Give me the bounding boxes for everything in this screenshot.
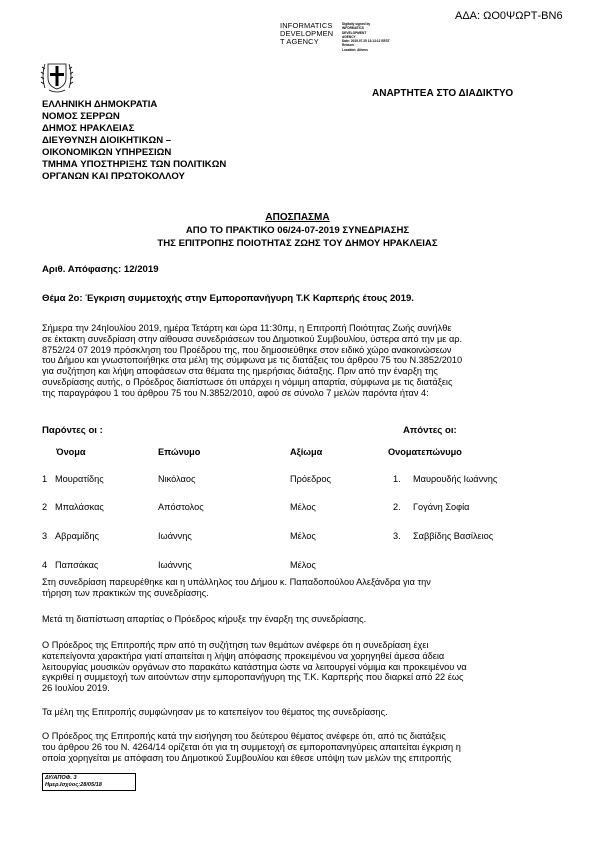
row-number: 2 xyxy=(42,502,48,512)
authority-header xyxy=(42,99,226,183)
table-row xyxy=(42,502,47,512)
table-row xyxy=(42,474,47,484)
row-number: 4 xyxy=(42,560,48,570)
document-subtitle-2: ΤΗΣ ΕΠΙΤΡΟΠΗΣ ΠΟΙΟΤΗΤΑΣ ΖΩΗΣ ΤΟΥ ΔΗΜΟΥ ΗΡΑΚΛΕΙΑΣ xyxy=(157,238,438,249)
sig-line: DEVELOPMENT xyxy=(342,30,367,35)
header-line: ΤΜΗΜΑ ΥΠΟΣΤΗΡΙΞΗΣ ΤΩΝ ΠΟΛΙΤΙΚΩΝ xyxy=(42,159,227,170)
document-subtitle-1: ΑΠΟ ΤΟ ΠΡΑΚΤΙΚΟ 06/24-07-2019 ΣΥΝΕΔΡΙΑΣΗΣ xyxy=(185,225,410,236)
row-axioma: Μέλος xyxy=(290,531,316,541)
intro-line: σε έκτακτη συνεδρίαση στην αίθουσα συνεδριάσεων του Δημοτικού Συμβουλίου, ύστερα από την με αρ. xyxy=(42,333,463,344)
sig-line: Date: 2019.07.25 13:13:12 EEST xyxy=(342,39,390,44)
para-line: οποία χορηγείται με απόφαση του Δημοτικού Συμβουλίου και έθεσε υπόψη των μελών της επιτροπής xyxy=(42,752,452,763)
absent-row-name: Μαυρουδής Ιωάννης xyxy=(413,474,498,484)
intro-line: συνεδρίασης αυτής, ο Πρόεδρος διαπίστωσε ότι υπάρχει η νόμιμη απαρτία, σύμφωνα με τις διατάξεις xyxy=(42,376,453,387)
table-row xyxy=(42,560,47,570)
col-onoma: Όνομα xyxy=(56,447,86,457)
para-line: Ο Πρόεδρος της Επιτροπής κατά την εισήγηση του δεύτερου θέματος ανέφερε ότι, από τις διατάξεις xyxy=(42,731,446,741)
row-number: 3 xyxy=(42,531,48,541)
table-row xyxy=(42,531,47,541)
absent-heading: Απόντες οι: xyxy=(403,425,457,436)
form-code-stamp xyxy=(42,773,136,791)
intro-line: 8752/24 07 2019 πρόσκληση του Προέδρου της, που δημοσιεύθηκε στον ειδικό χώρο ανακοινώσεων xyxy=(42,344,452,355)
absent-row-number: 1. xyxy=(393,474,401,484)
para-line: λειτουργίας μουσικών οργάνων στο παρακάτω κατάστημα ώστε να λειτουργεί νόμιμα και προκειμένου να xyxy=(42,661,467,672)
para-line: τήρηση των πρακτικών της συνεδρίασης. xyxy=(42,587,209,598)
present-heading: Παρόντες οι : xyxy=(42,425,103,436)
stamp-line: Ημερ.Ισχύος:28/05/18 xyxy=(45,782,102,788)
row-eponymo: Νικόλαος xyxy=(158,474,196,484)
header-line: ΟΡΓΑΝΩΝ ΚΑΙ ΠΡΩΤΟΚΟΛΛΟΥ xyxy=(42,171,185,182)
row-onoma: Μπαλάσκας xyxy=(55,502,104,512)
quorum-paragraph: Μετά τη διαπίστωση απαρτίας ο Πρόεδρος κήρυξε την έναρξη της συνεδρίασης. xyxy=(42,614,367,624)
absent-row-number: 2. xyxy=(393,502,401,512)
sig-line: AGENCY xyxy=(342,34,356,39)
sig-line: Location: Athens xyxy=(342,47,368,52)
intro-line: του Δήμου και γνωστοποιήθηκε στα μέλη της σύμφωνα με τις διατάξεις του άρθρου 75 του Ν.3852/2010 xyxy=(42,355,463,366)
col-axioma: Αξίωμα xyxy=(290,447,323,457)
para-line: εγκριθεί η συμμετοχή των αιτούντων στην εμποροπανήγυρη της Τ.Κ. Καρπερής που διαρκεί από 22 έως xyxy=(42,672,464,683)
absent-row-number: 3. xyxy=(393,531,401,541)
row-axioma: Μέλος xyxy=(290,502,316,512)
logo-line: T AGENCY xyxy=(280,37,319,47)
intro-line: Σήμερα την 24ηΙουλίου 2019, ημέρα Τετάρτη και ώρα 11:30πμ, η Επιτροπή Ποιότητας Ζωής συνήλθε xyxy=(42,323,452,333)
row-onoma: Αβραμίδης xyxy=(55,531,99,541)
intro-paragraph xyxy=(42,323,558,399)
sig-line: Digitally signed by xyxy=(342,22,371,26)
row-eponymo: Ιωάννης xyxy=(158,560,192,570)
col-onomateponymo: Ονοματεπώνυμο xyxy=(388,447,462,457)
header-line: ΔΙΕΥΘΥΝΣΗ ΔΙΟΙΚΗΤΙΚΩΝ – xyxy=(42,135,172,146)
para-line: Ο Πρόεδρος της Επιτροπής πριν από τη συζήτηση των θεμάτων ανέφερε ότι η συνεδρίαση έχει xyxy=(42,640,429,650)
header-line: ΔΗΜΟΣ ΗΡΑΚΛΕΙΑΣ xyxy=(42,123,135,134)
row-onoma: Μουρατίδης xyxy=(55,474,104,484)
rapporteur-paragraph xyxy=(42,731,558,763)
ada-code: ΑΔΑ: ΩΟ0ΨΩΡΤ-ΒΝ6 xyxy=(455,10,563,22)
subject-line: Θέμα 2ο: Έγκριση συμμετοχής στην Εμποροπανήγυρη Τ.Κ Καρπερής έτους 2019. xyxy=(42,293,414,304)
post-online-label: ΑΝΑΡΤΗΤΕΑ ΣΤΟ ΔΙΑΔΙΚΤΥΟ xyxy=(372,88,514,99)
intro-line: για συζήτηση και λήψη αποφάσεων στα θέματα της ημερήσιας διάταξης. Πριν από την έναρξη της xyxy=(42,366,438,377)
row-axioma: Μέλος xyxy=(290,560,316,570)
decision-number: Αριθ. Απόφασης: 12/2019 xyxy=(42,264,159,275)
col-eponymo: Επώνυμο xyxy=(158,447,201,457)
header-line: ΕΛΛΗΝΙΚΗ ΔΗΜΟΚΡΑΤΙΑ xyxy=(42,99,158,110)
row-onoma: Παπσάκας xyxy=(55,560,99,570)
urgent-paragraph xyxy=(42,640,558,694)
para-line: του άρθρου 26 του Ν. 4264/14 ορίζεται ότι για τη συμμετοχή σε εμποροπανηγύρεις απαιτείται έγκριση η xyxy=(42,741,461,752)
title-text: ΑΠΟΣΠΑΣΜΑ xyxy=(265,212,330,223)
stamp-line: ΔΥ/ΑΠΟΦ. 3 xyxy=(45,775,77,781)
document-title xyxy=(0,212,595,223)
row-number: 1 xyxy=(42,474,48,484)
greek-emblem-icon xyxy=(40,58,74,94)
header-line: ΝΟΜΟΣ ΣΕΡΡΩΝ xyxy=(42,111,120,122)
absent-row-name: Γογάνη Σοφία xyxy=(413,502,470,512)
logo-line: INFORMATICS xyxy=(280,21,333,30)
intro-line: της παραγράφου 1 του άρθρου 75 του Ν.3852/2010, αφού σε σύνολο 7 μελών παρόντα ήταν 4: xyxy=(42,387,429,398)
informatics-logo xyxy=(280,22,340,47)
para-line: 26 Ιουλίου 2019. xyxy=(42,683,110,694)
absent-row-name: Σαββίδης Βασίλειος xyxy=(413,531,494,541)
row-eponymo: Απόστολος xyxy=(158,502,204,512)
row-eponymo: Ιωάννης xyxy=(158,531,192,541)
logo-line: DEVELOPMEN xyxy=(280,29,334,39)
secretary-paragraph xyxy=(42,577,558,599)
header-line: ΟΙΚΟΝΟΜΙΚΩΝ ΥΠΗΡΕΣΙΩΝ xyxy=(42,147,172,158)
signature-details xyxy=(342,22,397,52)
sig-line: INFORMATICS xyxy=(342,26,364,31)
para-line: κατεπείγοντα χαρακτήρα γιατί απαιτείται η λήψη απόφασης προκειμένου να χορηγηθεί άμεσα άδεια xyxy=(42,650,445,661)
row-axioma: Πρόεδρος xyxy=(290,474,331,484)
para-line: Στη συνεδρίαση παρευρέθηκε και η υπάλληλος του Δήμου κ. Παπαδοπούλου Αλεξάνδρα για την xyxy=(42,577,431,587)
agree-paragraph: Τα μέλη της Επιτροπής συμφώνησαν με το κατεπείγον του θέματος της συνεδρίασης. xyxy=(42,707,388,717)
sig-line: Reason: xyxy=(342,43,355,48)
